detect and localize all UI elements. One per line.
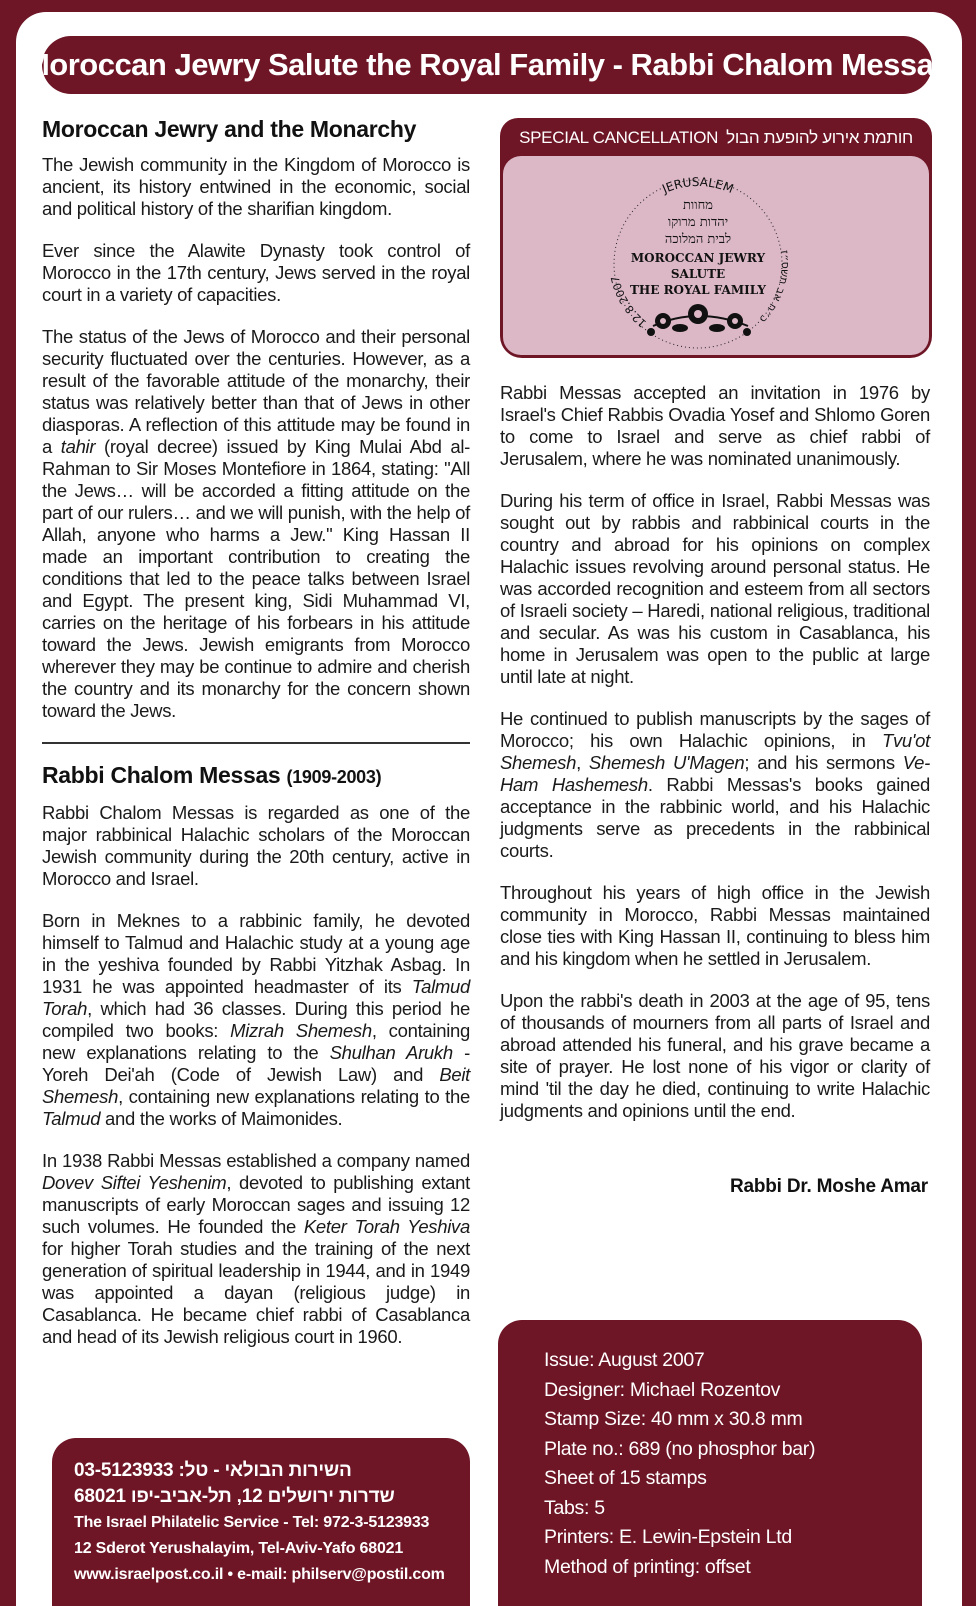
text-run: , containing new explanations relating to the — [42, 1019, 470, 1063]
seal-line: MOROCCAN JEWRY — [630, 251, 766, 265]
section-heading-rabbi — [42, 761, 470, 788]
seal-line: לבית המלוכה — [664, 232, 732, 247]
detail-stamp-size: Stamp Size: 40 mm x 30.8 mm — [544, 1408, 803, 1430]
service-english-address: 12 Sderot Yerushalayim, Tel-Aviv-Yafo 68021 — [74, 1540, 404, 1557]
service-english-line: The Israel Philatelic Service - Tel: 972-3-5123933 — [74, 1514, 430, 1531]
flower-ornament-icon — [647, 304, 751, 336]
text-run: , — [576, 752, 589, 773]
paragraph: During his term of office in Israel, Rabbi Messas was sought out by rabbis and rabbinical courts in the country and abroad for his opinions on complex Halachic issues revolving around personal status. He was accorded recognition and esteem from all sectors of Israeli society – Haredi, national religious, traditional and secular. As was his custom in Casablanca, his home in Jerusalem was open to the public at large until late at night. — [500, 490, 930, 687]
philatelic-service-panel — [52, 1438, 470, 1606]
text-run: and the works of Maimonides. — [100, 1107, 343, 1129]
paragraph — [42, 910, 470, 1130]
detail-tabs: Tabs: 5 — [544, 1496, 605, 1519]
paragraph — [42, 326, 470, 722]
paragraph: Rabbi Chalom Messas is regarded as one of the major rabbinical Halachic scholars of the Moroccan Jewish community during the 20th century, active in Morocco and Israel. — [42, 801, 470, 889]
heading-text: Rabbi Chalom Messas — [42, 761, 281, 788]
page-title — [23, 36, 951, 94]
cancellation-header — [500, 118, 932, 158]
italic-term: Keter Torah Yeshiva — [303, 1215, 470, 1237]
italic-term: Talmud Torah — [42, 975, 470, 1019]
paragraph: Throughout his years of high office in the Jewish community in Morocco, Rabbi Messas maintained close ties with King Hassan II, continuing to bless him and his kingdom when he settled in Jerusalem. — [500, 882, 930, 969]
stamp-details-panel — [498, 1320, 922, 1606]
text-run: , containing new explanations relating to the — [118, 1085, 470, 1107]
seal-line: THE ROYAL FAMILY — [629, 283, 767, 297]
text-run: . Rabbi Messas's books gained acceptance in the rabbinic world, and his Halachic judgments serve as precedents in the rabbinical courts. — [500, 774, 930, 861]
paragraph — [42, 1150, 470, 1348]
text-run: ; and his sermons — [744, 752, 903, 773]
stamp-details-list — [498, 1320, 922, 1582]
detail-designer: Designer: Michael Rozentov — [544, 1378, 781, 1401]
heading-years: (1909-2003) — [286, 766, 382, 787]
detail-issue: Issue: August 2007 — [544, 1349, 705, 1371]
text-run: , which had 36 classes. During this period he compiled two books: — [42, 997, 470, 1041]
text-run: - Yoreh Dei'ah (Code of Jewish Law) and — [42, 1041, 470, 1085]
postmark-seal-icon — [503, 156, 929, 355]
seal-line: SALUTE — [670, 267, 726, 281]
detail-printers: Printers: E. Lewin-Epstein Ltd — [544, 1526, 792, 1548]
detail-plate: Plate no.: 689 (no phosphor bar) — [544, 1437, 816, 1460]
text-run: , devoted to publishing extant manuscripts of early Moroccan sages and issuing 12 such volumes. He founded the — [42, 1171, 470, 1237]
cancellation-label-en: SPECIAL CANCELLATION — [519, 128, 719, 147]
author-signature: Rabbi Dr. Moshe Amar — [729, 1176, 928, 1197]
text-run: Born in Meknes to a rabbinic family, he devoted himself to Talmud and Halachic study at a young age in the yeshiva founded by Rabbi Yitzhak Asbag. In 1931 he was appointed headmaster of its — [42, 909, 470, 997]
italic-term: Shemesh U'Magen — [588, 752, 745, 773]
ring-date-text: 12.8.2007 — [608, 274, 649, 330]
right-column — [500, 382, 930, 1142]
page-title-text: Moroccan Jewry Salute the Royal Family - Rabbi Chalom Messas — [23, 47, 951, 82]
italic-term: Mizrah Shemesh — [230, 1019, 372, 1041]
italic-term: Tvu'ot Shemesh — [500, 730, 930, 773]
paragraph: Rabbi Messas accepted an invitation in 1976 by Israel's Chief Rabbis Ovadia Yosef and Shlomo Goren to come to Israel and serve as chief rabbi of Jerusalem, where he was nominated unanimously. — [500, 382, 930, 469]
left-column — [42, 118, 470, 1368]
special-cancellation-panel — [500, 118, 932, 358]
seal-line: מחוות — [683, 198, 713, 213]
italic-term: Talmud — [42, 1107, 101, 1129]
detail-sheet: Sheet of 15 stamps — [544, 1467, 707, 1489]
text-run: In 1938 Rabbi Messas established a company named — [42, 1149, 470, 1171]
text-run: (royal decree) issued by King Mulai Abd al-Rahman to Sir Moses Montefiore in 1864, stating: "All the Jews… will be accorded a fitting attitude on the part of our rulers… and we will punish, with the help of Allah, anyone who harms a Jew." King Hassan II made an important contribution to creating the conditions that led to the peace talks between Israel and Egypt. The present king, Sidi Muhammad VI, carries on the heritage of his forbears in his attitude toward the Jews. Jewish emigrants from Morocco wherever they may be continue to admire and cherish the country and its monarchy for the concern shown toward the Jews. — [42, 436, 470, 721]
italic-term: tahir — [60, 436, 96, 457]
italic-term: Ve-Ham Hashemesh — [500, 752, 930, 795]
service-hebrew-address: שדרות ירושלים 12, תל-אביב-יפו 68021 — [74, 1486, 395, 1507]
paragraph: Ever since the Alawite Dynasty took control of Morocco in the 17th century, Jews served in the royal court in a variety of capacities. — [42, 240, 470, 305]
ring-city-text: JERUSALEM — [660, 174, 736, 197]
section-divider — [42, 742, 470, 744]
text-run: He continued to publish manuscripts by the sages of Morocco; his own Halachic opinions, in — [500, 708, 930, 751]
cancellation-label-he: חותמת אירוע להופעת הבול — [726, 128, 913, 147]
text-run: for higher Torah studies and the training of the next generation of spiritual leadership in 1944, and in 1949 was appointed a dayan (religious judge) in Casablanca. He became chief rabbi of Casablanca and head of its Jewish religious court in 1960. — [42, 1237, 470, 1347]
service-hebrew-line: השירות הבולאי - טל: 03-5123933 — [74, 1460, 352, 1481]
paragraph: Upon the rabbi's death in 2003 at the age of 95, tens of thousands of mourners from all parts of Israel and abroad attended his funeral, and his grave became a site of prayer. He lost none of his vigor or clarity of mind 'til the day he died, continuing to write Halachic judgments and opinions until the end. — [500, 990, 930, 1121]
cancellation-postmark-area — [503, 156, 929, 355]
section-heading-monarchy: Moroccan Jewry and the Monarchy — [42, 116, 417, 142]
paragraph: The Jewish community in the Kingdom of Morocco is ancient, its history entwined in the economic, social and political history of the sharifian kingdom. — [42, 154, 470, 219]
italic-term: Dovev Siftei Yeshenim — [42, 1171, 227, 1193]
text-run: The status of the Jews of Morocco and their personal security fluctuated over the centuries. However, as a result of the favorable attitude of the monarchy, their status was relatively better than that of Jews in other diasporas. A reflection of this attitude may be found in a — [42, 326, 470, 457]
italic-term: Beit Shemesh — [42, 1063, 470, 1107]
ring-hebrew-date-text: כ״ח אב תשס״ז — [756, 249, 792, 326]
italic-term: Shulhan Arukh — [329, 1041, 453, 1063]
paragraph — [500, 708, 930, 862]
detail-method: Method of printing: offset — [544, 1555, 751, 1578]
seal-line: יהדות מרוקו — [667, 215, 729, 230]
service-contact-links[interactable]: www.israelpost.co.il • e-mail: philserv@postil.com — [74, 1566, 445, 1583]
